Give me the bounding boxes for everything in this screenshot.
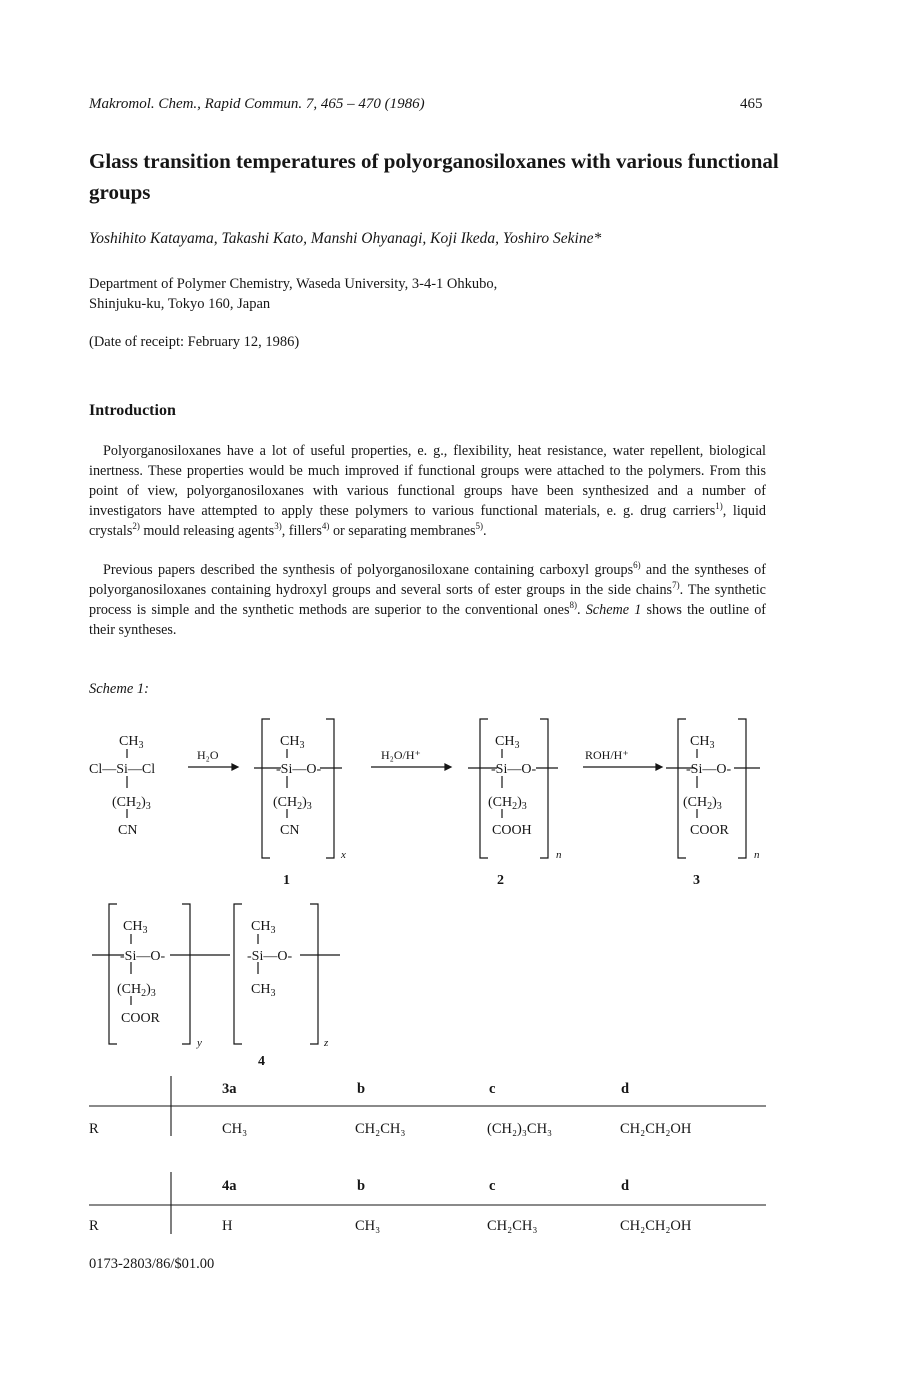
monomer-propyl: $(CH_2)_3$ bbox=[112, 795, 151, 812]
p2-index: n bbox=[556, 849, 562, 861]
table3-header-c: c bbox=[489, 1081, 496, 1097]
ref-7: 7) bbox=[672, 580, 680, 590]
ref-2: 2) bbox=[132, 521, 140, 531]
p2-text-5: shows the outline of their syntheses. bbox=[89, 602, 767, 638]
table4-header-c: c bbox=[489, 1178, 496, 1194]
table3-header-b: b bbox=[357, 1081, 366, 1097]
paper-title: Glass transition temperatures of polyorganosiloxanes with various functional groups bbox=[89, 149, 779, 204]
compound-4-label: 4 bbox=[258, 1054, 265, 1069]
table3-row-label: R bbox=[89, 1121, 99, 1137]
p1-text-2: , liquid crystals bbox=[89, 503, 766, 539]
receipt-date: (Date of receipt: February 12, 1986) bbox=[89, 334, 300, 350]
compound-3-label: 3 bbox=[693, 873, 700, 888]
ref-8: 8) bbox=[569, 600, 577, 610]
p1-backbone: -Si—O- bbox=[276, 762, 322, 777]
p2-text-1: Previous papers described the synthesis of polyorganosiloxane containing carboxyl groups bbox=[103, 562, 634, 578]
table3-value-a: CH₃ bbox=[222, 1121, 248, 1137]
table3-header-d: d bbox=[621, 1081, 630, 1097]
page-number: 465 bbox=[740, 96, 763, 112]
p1-propyl: $(CH_2)_3$ bbox=[273, 795, 312, 812]
ref-1: 1) bbox=[715, 501, 723, 511]
p4z-ch3-top: $CH_3$ bbox=[251, 919, 276, 936]
p2-backbone: -Si—O- bbox=[491, 762, 537, 777]
p1-text-4: , fillers bbox=[281, 523, 322, 539]
p1-index: x bbox=[341, 849, 346, 861]
affiliation-line-1: Department of Polymer Chemistry, Waseda University, 3-4-1 Ohkubo, bbox=[89, 276, 498, 292]
arrow-1-label: H₂O bbox=[197, 748, 219, 762]
table4-value-c: CH₂CH₃ bbox=[487, 1218, 538, 1234]
scheme-reference: Scheme 1 bbox=[585, 602, 642, 618]
monomer-ch3: $CH_3$ bbox=[119, 734, 144, 751]
p2-text-2: and the syntheses of polyorganosiloxanes containing hydroxyl groups and several sorts of ester groups in the side chains bbox=[89, 562, 766, 598]
ref-5: 5) bbox=[475, 521, 484, 531]
table4-header-row bbox=[0, 1178, 901, 1198]
p1-text-6: . bbox=[483, 523, 487, 539]
affiliation-line-2: Shinjuku-ku, Tokyo 160, Japan bbox=[89, 296, 271, 312]
monomer-backbone: Cl—Si—Cl bbox=[89, 762, 156, 777]
table4-value-row bbox=[0, 1218, 901, 1238]
p1-ch3: $CH_3$ bbox=[280, 734, 305, 751]
p3-index: n bbox=[754, 849, 760, 861]
compound-2-label: 2 bbox=[497, 873, 504, 888]
author-list: Yoshihito Katayama, Takashi Kato, Manshi Ohyanagi, Koji Ikeda, Yoshiro Sekine* bbox=[89, 230, 602, 247]
p1-text-5: or separating membranes bbox=[329, 523, 476, 539]
p3-coor: COOR bbox=[690, 823, 729, 838]
p4-index-y: y bbox=[197, 1037, 202, 1049]
p4-index-z: z bbox=[324, 1037, 329, 1049]
p2-ch3: $CH_3$ bbox=[495, 734, 520, 751]
table4-value-d: CH₂CH₂OH bbox=[620, 1218, 692, 1234]
compound-1-label: 1 bbox=[283, 873, 290, 888]
journal-citation: Makromol. Chem., Rapid Commun. 7, 465 – 470 (1986) bbox=[89, 96, 425, 112]
arrow-3-label: ROH/H⁺ bbox=[585, 748, 629, 762]
ref-3: 3) bbox=[274, 521, 282, 531]
p4z-backbone: -Si—O- bbox=[247, 949, 293, 964]
p1-text-3: mould releasing agents bbox=[139, 523, 275, 539]
table4-header-d: d bbox=[621, 1178, 630, 1194]
p2-text-4: . bbox=[576, 602, 586, 618]
p3-propyl: $(CH_2)_3$ bbox=[683, 795, 722, 812]
p3-backbone: -Si—O- bbox=[686, 762, 732, 777]
ref-4: 4) bbox=[321, 521, 330, 531]
table3-header-row bbox=[0, 1081, 901, 1101]
p4z-ch3-bottom: $CH_3$ bbox=[251, 982, 276, 999]
ref-6: 6) bbox=[633, 560, 641, 570]
p1-text-1: Polyorganosiloxanes have a lot of useful properties, e. g., flexibility, heat resistance, water repellent, biological inertness. These properties would be much improved if functional groups were attached to the polymers. From this point of view, polyorganosiloxanes with various functional groups have been synthesized and a number of investigators have attempted to apply these polymers to various functional materials, e. g. drug carriers bbox=[89, 443, 766, 519]
arrow-2-label: H₂O/H⁺ bbox=[381, 748, 421, 762]
p2-text-3: . The synthetic process is simple and the synthetic methods are superior to the conventional ones bbox=[89, 582, 766, 618]
p1-cn: CN bbox=[280, 823, 300, 838]
table4-value-a: H bbox=[222, 1218, 233, 1234]
p3-ch3: $CH_3$ bbox=[690, 734, 715, 751]
table3-value-row bbox=[0, 1121, 901, 1141]
table4-header-b: b bbox=[357, 1178, 366, 1194]
issn-footer: 0173-2803/86/$01.00 bbox=[89, 1256, 215, 1272]
p2-propyl: $(CH_2)_3$ bbox=[488, 795, 527, 812]
table3-value-b: CH₂CH₃ bbox=[355, 1121, 406, 1137]
p4y-propyl: $(CH_2)_3$ bbox=[117, 982, 156, 999]
p4y-backbone: -Si—O- bbox=[120, 949, 166, 964]
table4-header-a: 4a bbox=[222, 1178, 237, 1194]
p4y-coor: COOR bbox=[121, 1011, 160, 1026]
p4y-ch3: $CH_3$ bbox=[123, 919, 148, 936]
monomer-cn: CN bbox=[118, 823, 138, 838]
table4-value-b: CH₃ bbox=[355, 1218, 381, 1234]
table3-header-a: 3a bbox=[222, 1081, 237, 1097]
scheme-label: Scheme 1: bbox=[89, 681, 149, 697]
p2-cooh: COOH bbox=[492, 823, 532, 838]
section-heading: Introduction bbox=[89, 402, 176, 419]
table4-row-label: R bbox=[89, 1218, 99, 1234]
table3-value-c: (CH₂)₃CH₃ bbox=[487, 1121, 553, 1137]
table3-value-d: CH₂CH₂OH bbox=[620, 1121, 692, 1137]
